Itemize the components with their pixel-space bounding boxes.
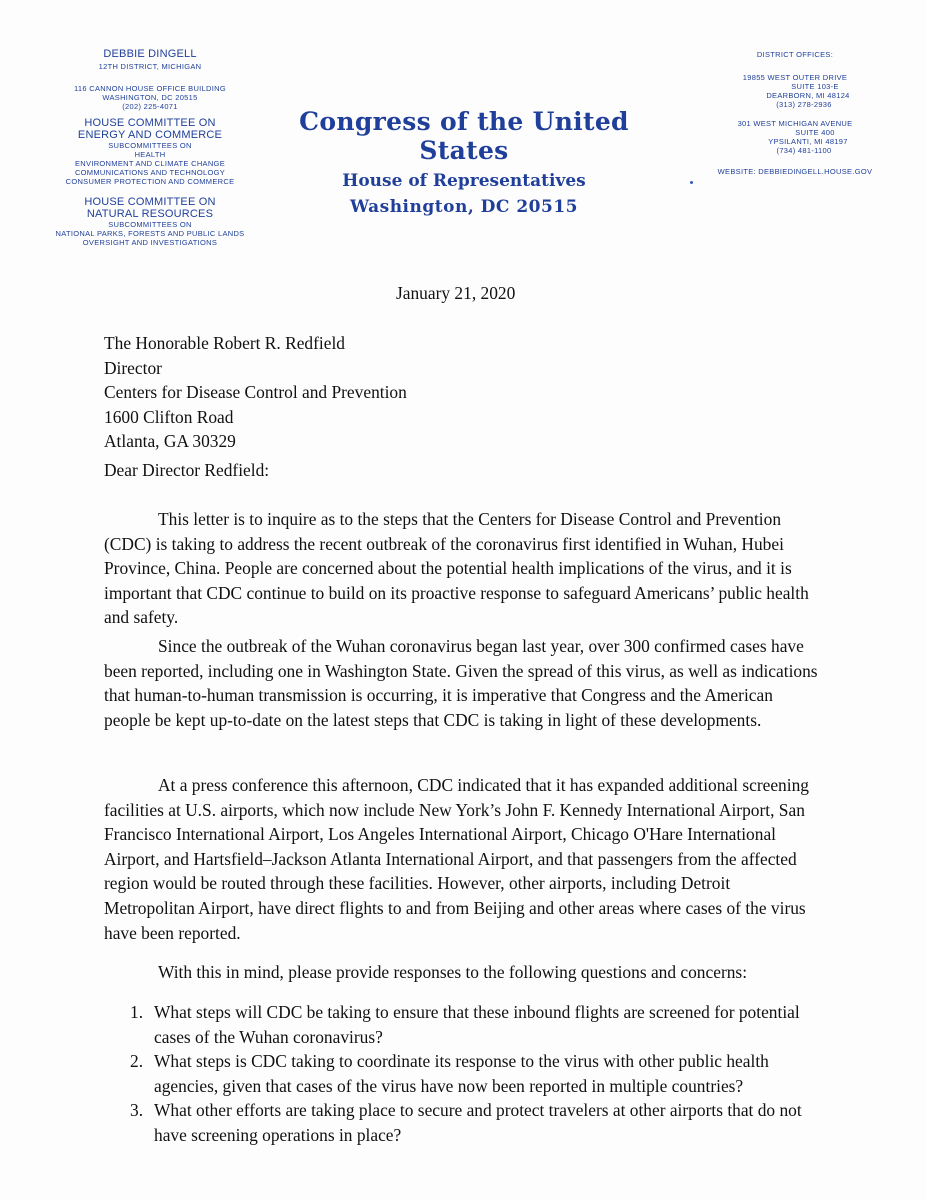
member-district: 12TH DISTRICT, MICHIGAN	[98, 62, 202, 71]
washington-address: Washington, DC 20515	[350, 197, 578, 217]
website: WEBSITE: DEBBIEDINGELL.HOUSE.GOV	[717, 167, 873, 176]
recipient-line: The Honorable Robert R. Redfield	[104, 333, 345, 353]
committee2-line1: HOUSE COMMITTEE ON	[84, 196, 216, 208]
question-number: 3.	[130, 1100, 144, 1121]
committee2-sub: NATIONAL PARKS, FORESTS AND PUBLIC LANDS	[55, 229, 245, 238]
committee1-sub: CONSUMER PROTECTION AND COMMERCE	[65, 177, 235, 186]
question-number: 2.	[130, 1051, 144, 1072]
recipient-line: Atlanta, GA 30329	[104, 431, 236, 452]
dc-office-line1: 116 CANNON HOUSE OFFICE BUILDING	[74, 84, 226, 93]
question-item	[104, 1098, 819, 1147]
committee1-sub: ENVIRONMENT AND CLIMATE CHANGE	[75, 159, 225, 168]
committee1-sub: COMMUNICATIONS AND TECHNOLOGY	[74, 168, 226, 177]
committee1-sub: HEALTH	[134, 150, 166, 159]
district-office2-line: 301 WEST MICHIGAN AVENUE	[737, 119, 853, 128]
district-office2-line: SUITE 400	[795, 128, 835, 137]
ink-dot	[690, 181, 693, 184]
question-text: What other efforts are taking place to secure and protect travelers at other airports that do not have screening operations in place?	[154, 1100, 802, 1145]
member-name: DEBBIE DINGELL	[103, 48, 197, 60]
committee2-sub: OVERSIGHT AND INVESTIGATIONS	[82, 238, 218, 247]
body-paragraph: With this in mind, please provide responses to the following questions and concerns:	[158, 962, 748, 982]
question-number: 1.	[130, 1002, 144, 1022]
body-paragraph: This letter is to inquire as to the steps that the Centers for Disease Control and Prevention (CDC) is taking to address the recent outbreak of the coronavirus first identified in Wuhan, Hubei Province, China. People are concerned about the potential health implications of the virus, and it is important that CDC continue to build on its proactive response to safeguard Americans’ public health and safety.	[104, 509, 809, 628]
question-text: What steps will CDC be taking to ensure that these inbound flights are screened for potential cases of the Wuhan coronavirus?	[154, 1002, 800, 1047]
recipient-line: Director	[104, 357, 162, 378]
committee2-sub-label: SUBCOMMITTEES ON	[108, 220, 192, 229]
questions-list	[104, 1000, 819, 1148]
district-office1-line: (313) 278-2936	[776, 100, 832, 109]
district-offices-label: DISTRICT OFFICES:	[756, 50, 834, 59]
letterhead-center	[270, 107, 658, 217]
question-item	[104, 1049, 819, 1098]
committee2-line2: NATURAL RESOURCES	[86, 208, 214, 220]
recipient-address	[104, 331, 407, 454]
body-paragraph: At a press conference this afternoon, CDC indicated that it has expanded additional screening facilities at U.S. airports, which now include New York’s John F. Kennedy International Airport, San Francisco International Airport, Los Angeles International Airport, Chicago O'Hare International Airport, and Hartsfield–Jackson Atlanta International Airport, and that passengers from the affected region would be routed through these facilities. However, other airports, including Detroit Metropolitan Airport, have direct flights to and from Beijing and other areas where cases of the virus have been reported.	[104, 775, 809, 943]
committee1-line1: HOUSE COMMITTEE ON	[84, 117, 216, 129]
district-office1-line: SUITE 103-E	[791, 82, 839, 91]
recipient-line: 1600 Clifton Road	[104, 406, 234, 427]
committee1-line2: ENERGY AND COMMERCE	[77, 129, 223, 141]
question-text: What steps is CDC taking to coordinate its response to the virus with other public health agencies, given that cases of the virus have now been reported in multiple countries?	[154, 1051, 769, 1096]
district-office1-line: DEARBORN, MI 48124	[766, 91, 850, 100]
district-office2-line: YPSILANTI, MI 48197	[768, 137, 848, 146]
committee1-sub-label: SUBCOMMITTEES ON	[108, 141, 192, 150]
body-paragraph: Since the outbreak of the Wuhan coronavirus began last year, over 300 confirmed cases have been reported, including one in Washington State. Given the spread of this virus, as well as indications that human-to-human transmission is occurring, it is imperative that Congress and the American people be kept up-to-date on the latest steps that CDC is taking in light of these developments.	[104, 636, 818, 730]
house-title: House of Representatives	[342, 171, 586, 191]
dc-office-line2: WASHINGTON, DC 20515	[102, 93, 198, 102]
letterhead-right	[690, 50, 900, 176]
question-item	[104, 1000, 819, 1049]
letterhead-left	[20, 48, 280, 247]
congress-title: Congress of the United States	[299, 107, 629, 165]
district-office1-line: 19855 WEST OUTER DRIVE	[742, 73, 848, 82]
dc-office-phone: (202) 225-4071	[122, 102, 178, 111]
letter-date: January 21, 2020	[396, 283, 516, 303]
district-office2-line: (734) 481-1100	[776, 146, 832, 155]
recipient-line: Centers for Disease Control and Prevention	[104, 382, 407, 403]
salutation: Dear Director Redfield:	[104, 460, 270, 480]
